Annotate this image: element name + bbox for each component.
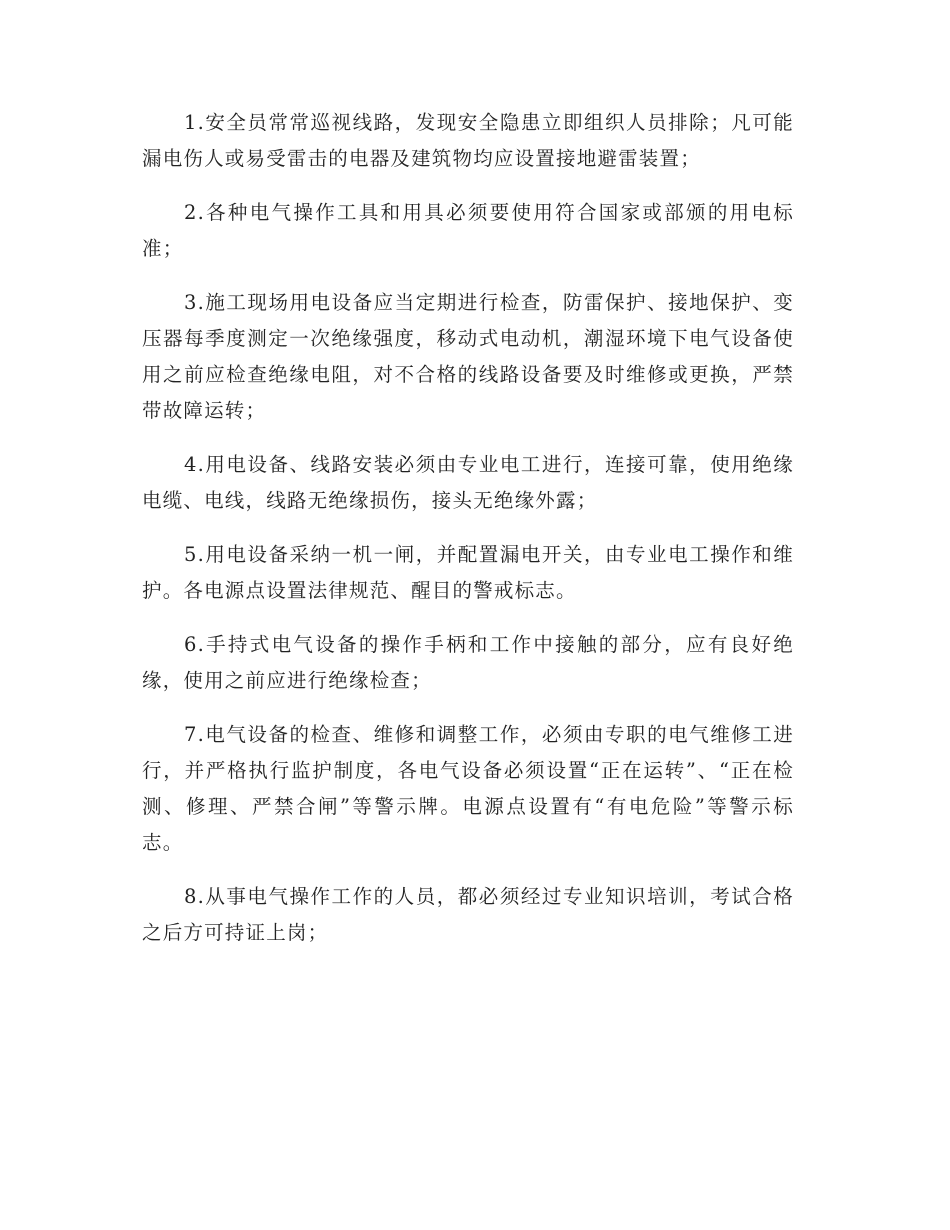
- paragraph-6: 6.手持式电气设备的操作手柄和工作中接触的部分，应有良好绝缘，使用之前应进行绝缘检查；: [142, 633, 794, 692]
- paragraph-5: 5.用电设备采纳一机一闸，并配置漏电开关，由专业电工操作和维护。各电源点设置法律规范、醒目的警戒标志。: [142, 543, 794, 602]
- paragraph-4: 4.用电设备、线路安装必须由专业电工进行，连接可靠，使用绝缘电缆、电线，线路无绝缘损伤，接头无绝缘外露；: [142, 453, 794, 512]
- paragraph-1: 1.安全员常常巡视线路，发现安全隐患立即组织人员排除；凡可能漏电伤人或易受雷击的电器及建筑物均应设置接地避雷装置；: [142, 111, 794, 170]
- paragraph-2: 2.各种电气操作工具和用具必须要使用符合国家或部颁的用电标准；: [142, 201, 794, 260]
- paragraph-3: 3.施工现场用电设备应当定期进行检查，防雷保护、接地保护、变压器每季度测定一次绝缘强度，移动式电动机，潮湿环境下电气设备使用之前应检查绝缘电阻，对不合格的线路设备要及时维修或更换，严禁带故障运转；: [142, 291, 794, 422]
- paragraph-7: 7.电气设备的检查、维修和调整工作，必须由专职的电气维修工进行，并严格执行监护制度，各电气设备必须设置“正在运转”、“正在检测、修理、严禁合闸”等警示牌。电源点设置有“有电危险”等警示标志。: [142, 723, 794, 854]
- paragraph-8: 8.从事电气操作工作的人员，都必须经过专业知识培训，考试合格之后方可持证上岗；: [142, 885, 794, 944]
- document-body: [142, 105, 794, 969]
